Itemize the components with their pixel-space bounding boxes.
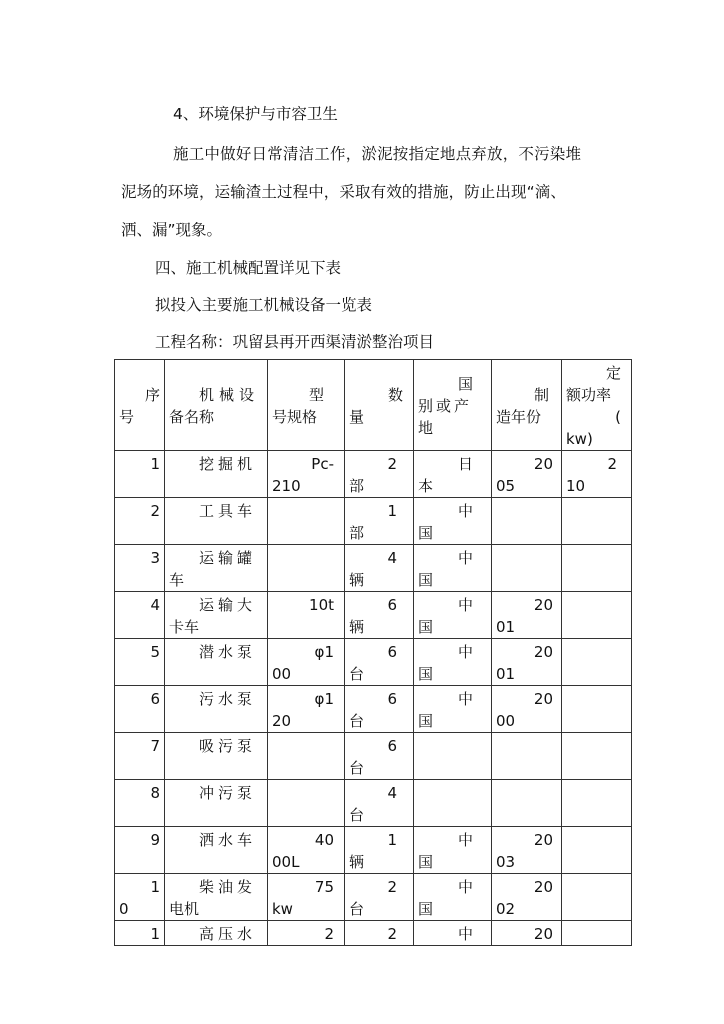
- cell-no: [115, 733, 165, 780]
- cell-origin-line: [414, 780, 491, 782]
- cell-origin-line: 中: [457, 549, 473, 567]
- table-row: [115, 451, 632, 498]
- cell-power: [562, 686, 632, 733]
- table-row: [115, 921, 632, 946]
- cell-qty: [345, 451, 414, 498]
- cell-year: [492, 827, 562, 874]
- cell-year: [492, 592, 562, 639]
- cell-name: [165, 874, 268, 921]
- cell-power: [562, 733, 632, 780]
- cell-name-line: 高压水: [199, 925, 257, 943]
- cell-origin-line: 国: [418, 853, 434, 871]
- cell-year-line: 02: [496, 900, 516, 918]
- cell-name-line: 冲污泵: [199, 784, 257, 802]
- cell-model-line: 10t: [309, 596, 334, 614]
- cell-name: [165, 686, 268, 733]
- cell-qty-line: 2: [387, 455, 397, 473]
- section-heading: 四、施工机械配置详见下表: [155, 259, 342, 277]
- cell-no: [115, 686, 165, 733]
- cell-qty: [345, 780, 414, 827]
- cell-qty: [345, 545, 414, 592]
- cell-year-line: [492, 545, 561, 547]
- cell-qty-line: 台: [349, 665, 365, 683]
- cell-name-line: 污水泵: [199, 690, 257, 708]
- cell-qty: [345, 874, 414, 921]
- cell-name-line: 电机: [169, 900, 200, 918]
- cell-power: [562, 498, 632, 545]
- cell-no-line: 5: [150, 643, 160, 661]
- table-title: 拟投入主要施工机械设备一览表: [155, 296, 373, 314]
- cell-origin: [414, 874, 492, 921]
- cell-qty-line: 台: [349, 712, 365, 730]
- cell-qty-line: 辆: [349, 571, 365, 589]
- cell-qty-line: 部: [349, 477, 365, 495]
- heading-environment: 4、环境保护与市容卫生: [173, 105, 338, 123]
- table-row: [115, 592, 632, 639]
- cell-model: [268, 827, 345, 874]
- equipment-table: [114, 359, 632, 946]
- cell-no-line: 1: [150, 925, 160, 943]
- cell-qty-line: 6: [387, 737, 397, 755]
- cell-name: [165, 451, 268, 498]
- cell-origin-line: 国: [418, 571, 434, 589]
- project-name: 工程名称：巩留县再开西渠清淤整治项目: [155, 333, 435, 351]
- cell-name: [165, 921, 268, 946]
- cell-no-line: 6: [150, 690, 160, 708]
- cell-power-line: [562, 592, 631, 594]
- cell-model: [268, 874, 345, 921]
- cell-model-line: [268, 733, 344, 735]
- cell-name: [165, 639, 268, 686]
- cell-no-line: 1: [150, 878, 160, 896]
- cell-power-line: 2: [607, 455, 617, 473]
- cell-qty: [345, 827, 414, 874]
- cell-origin: [414, 921, 492, 946]
- cell-year-line: 01: [496, 665, 516, 683]
- cell-name: [165, 827, 268, 874]
- cell-model-line: 2: [324, 925, 334, 943]
- cell-name-line: 车: [169, 571, 185, 589]
- cell-year-line: 20: [533, 455, 553, 473]
- header-year: 制 造年份: [492, 360, 562, 451]
- cell-origin-line: 中: [457, 643, 473, 661]
- header-qty: 数 量: [345, 360, 414, 451]
- cell-name-line: 运输大: [199, 596, 257, 614]
- cell-no: [115, 827, 165, 874]
- cell-year-line: 00: [496, 712, 516, 730]
- cell-power: [562, 592, 632, 639]
- table-row: [115, 545, 632, 592]
- cell-model: [268, 545, 345, 592]
- cell-model-line: kw: [272, 900, 293, 918]
- cell-no: [115, 498, 165, 545]
- cell-origin-line: 日: [457, 455, 473, 473]
- cell-origin: [414, 780, 492, 827]
- cell-name-line: 洒水车: [199, 831, 257, 849]
- cell-qty-line: 2: [387, 878, 397, 896]
- cell-model: [268, 592, 345, 639]
- table-row: [115, 874, 632, 921]
- cell-model-line: 75: [314, 878, 334, 896]
- cell-no: [115, 451, 165, 498]
- cell-power-line: [562, 827, 631, 829]
- cell-power-line: [562, 874, 631, 876]
- cell-origin-line: 本: [418, 477, 434, 495]
- cell-no: [115, 780, 165, 827]
- cell-year: [492, 451, 562, 498]
- cell-no: [115, 545, 165, 592]
- cell-no-line: 2: [150, 502, 160, 520]
- cell-qty-line: 2: [387, 925, 397, 943]
- cell-no: [115, 592, 165, 639]
- cell-qty-line: 1: [387, 831, 397, 849]
- cell-model: [268, 780, 345, 827]
- cell-power-line: [562, 733, 631, 735]
- cell-origin-line: 国: [418, 712, 434, 730]
- cell-power: [562, 545, 632, 592]
- cell-power-line: 10: [566, 477, 586, 495]
- cell-year: [492, 498, 562, 545]
- cell-model-line: 00L: [272, 853, 300, 871]
- cell-origin-line: 中: [457, 878, 473, 896]
- cell-model-line: 00: [272, 665, 292, 683]
- cell-qty-line: 台: [349, 900, 365, 918]
- body-text-line: 泥场的环境，运输渣土过程中，采取有效的措施，防止出现“滴、: [121, 183, 566, 201]
- cell-year: [492, 874, 562, 921]
- cell-no-line: 8: [150, 784, 160, 802]
- cell-year: [492, 733, 562, 780]
- cell-year: [492, 921, 562, 946]
- cell-model-line: [268, 545, 344, 547]
- cell-origin: [414, 686, 492, 733]
- header-origin: 国 别或产 地: [414, 360, 492, 451]
- cell-name-line: 吸污泵: [199, 737, 257, 755]
- cell-name: [165, 592, 268, 639]
- header-power: 定 额功率 ( kw): [562, 360, 632, 451]
- cell-year-line: 20: [533, 925, 553, 943]
- cell-power: [562, 780, 632, 827]
- cell-power: [562, 451, 632, 498]
- cell-name: [165, 780, 268, 827]
- cell-model-line: [268, 780, 344, 782]
- cell-qty: [345, 592, 414, 639]
- table-header-row: [115, 360, 632, 451]
- table-row: [115, 686, 632, 733]
- cell-origin: [414, 639, 492, 686]
- cell-origin-line: 国: [418, 900, 434, 918]
- table-row: [115, 498, 632, 545]
- cell-no-line: 4: [150, 596, 160, 614]
- header-no: 序 号: [115, 360, 165, 451]
- cell-no: [115, 921, 165, 946]
- cell-qty-line: 台: [349, 759, 365, 777]
- cell-year-line: 20: [533, 690, 553, 708]
- cell-qty-line: 4: [387, 549, 397, 567]
- table-row: [115, 733, 632, 780]
- cell-qty-line: 6: [387, 690, 397, 708]
- cell-name-line: 工具车: [199, 502, 257, 520]
- cell-qty-line: 6: [387, 643, 397, 661]
- cell-qty-line: 辆: [349, 618, 365, 636]
- cell-model: [268, 639, 345, 686]
- cell-origin-line: 国: [418, 665, 434, 683]
- cell-name-line: 卡车: [169, 618, 200, 636]
- header-model: 型 号规格: [268, 360, 345, 451]
- table-row: [115, 827, 632, 874]
- cell-origin-line: 国: [418, 618, 434, 636]
- cell-origin-line: 中: [457, 690, 473, 708]
- cell-name-line: 运输罐: [199, 549, 257, 567]
- table-row: [115, 780, 632, 827]
- cell-qty-line: 6: [387, 596, 397, 614]
- table-row: [115, 639, 632, 686]
- cell-qty-line: 1: [387, 502, 397, 520]
- body-text-line: 施工中做好日常清洁工作，淤泥按指定地点弃放，不污染堆: [173, 145, 582, 163]
- cell-qty: [345, 498, 414, 545]
- cell-origin: [414, 545, 492, 592]
- cell-origin: [414, 592, 492, 639]
- cell-qty: [345, 921, 414, 946]
- cell-origin-line: 中: [457, 502, 473, 520]
- cell-qty: [345, 686, 414, 733]
- cell-origin-line: [414, 733, 491, 735]
- cell-name-line: 潜水泵: [199, 643, 257, 661]
- cell-model-line: 20: [272, 712, 292, 730]
- cell-year-line: [492, 733, 561, 735]
- cell-model-line: 40: [314, 831, 334, 849]
- cell-model-line: φ1: [314, 643, 334, 661]
- cell-year-line: 05: [496, 477, 516, 495]
- cell-year-line: [492, 498, 561, 500]
- cell-model: [268, 921, 345, 946]
- cell-no-line: 3: [150, 549, 160, 567]
- cell-year-line: 03: [496, 853, 516, 871]
- body-text-line: 洒、漏”现象。: [121, 221, 223, 239]
- cell-origin-line: 中: [457, 925, 473, 943]
- cell-name-line: 挖掘机: [199, 455, 257, 473]
- cell-origin-line: 中: [457, 831, 473, 849]
- cell-no-line: 9: [150, 831, 160, 849]
- cell-origin: [414, 498, 492, 545]
- cell-no-line: 0: [119, 900, 129, 918]
- cell-power-line: [562, 545, 631, 547]
- cell-qty-line: 台: [349, 806, 365, 824]
- cell-qty-line: 辆: [349, 853, 365, 871]
- cell-power-line: [562, 921, 631, 923]
- cell-no-line: 1: [150, 455, 160, 473]
- cell-power: [562, 827, 632, 874]
- cell-name: [165, 498, 268, 545]
- cell-year: [492, 686, 562, 733]
- cell-model: [268, 686, 345, 733]
- cell-no: [115, 639, 165, 686]
- cell-power: [562, 874, 632, 921]
- cell-year-line: 20: [533, 596, 553, 614]
- cell-model: [268, 451, 345, 498]
- cell-origin: [414, 827, 492, 874]
- cell-year-line: 20: [533, 643, 553, 661]
- cell-no-line: 7: [150, 737, 160, 755]
- cell-year: [492, 545, 562, 592]
- cell-power-line: [562, 686, 631, 688]
- cell-name-line: 柴油发: [199, 878, 257, 896]
- header-name: 机械设 备名称: [165, 360, 268, 451]
- cell-origin-line: 中: [457, 596, 473, 614]
- cell-year-line: [492, 780, 561, 782]
- cell-model: [268, 498, 345, 545]
- cell-power: [562, 639, 632, 686]
- cell-power: [562, 921, 632, 946]
- cell-year-line: 20: [533, 878, 553, 896]
- cell-origin: [414, 733, 492, 780]
- cell-name: [165, 733, 268, 780]
- cell-name: [165, 545, 268, 592]
- cell-model-line: [268, 498, 344, 500]
- cell-qty-line: 部: [349, 524, 365, 542]
- cell-model-line: φ1: [314, 690, 334, 708]
- cell-model: [268, 733, 345, 780]
- cell-model-line: 210: [272, 477, 301, 495]
- cell-year-line: 01: [496, 618, 516, 636]
- cell-origin-line: 国: [418, 524, 434, 542]
- cell-year: [492, 780, 562, 827]
- cell-power-line: [562, 639, 631, 641]
- cell-no: [115, 874, 165, 921]
- cell-origin: [414, 451, 492, 498]
- cell-qty: [345, 639, 414, 686]
- cell-qty-line: 4: [387, 784, 397, 802]
- cell-year-line: 20: [533, 831, 553, 849]
- cell-model-line: Pc-: [311, 455, 334, 473]
- cell-power-line: [562, 780, 631, 782]
- cell-year: [492, 639, 562, 686]
- cell-power-line: [562, 498, 631, 500]
- cell-qty: [345, 733, 414, 780]
